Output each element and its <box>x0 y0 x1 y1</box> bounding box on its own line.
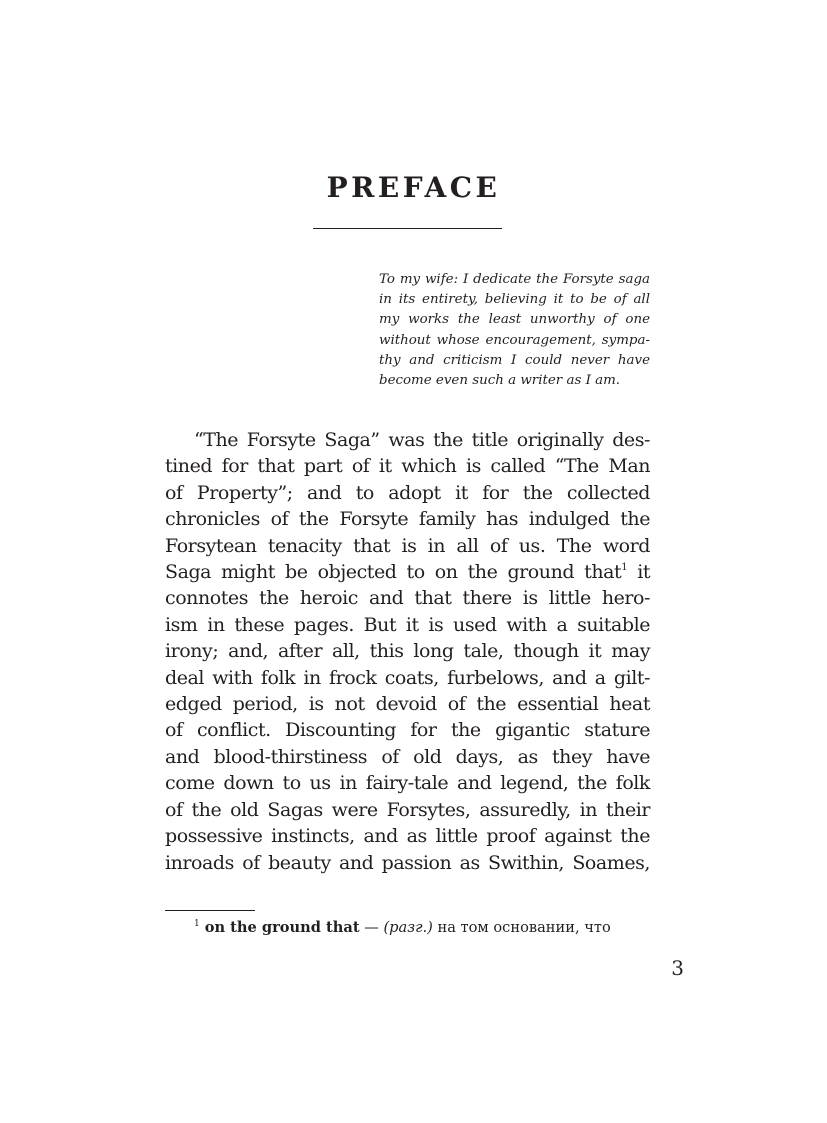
body-line: inroads of beauty and passion as Swithin, Soames, <box>165 851 650 874</box>
footnote-divider <box>165 910 255 911</box>
body-line: Forsytean tenacity that is in all of us. The word <box>165 534 650 557</box>
footnote-dash: — <box>364 919 379 936</box>
body-line: tined for that part of it which is called “The Man <box>165 455 650 478</box>
body-paragraph <box>165 427 650 876</box>
body-line: ism in these pages. But it is used with a suitable <box>165 613 650 636</box>
body-line: come down to us in fairy-tale and legend, the folk <box>165 772 650 795</box>
footnote-register-note: (разг.) <box>383 919 433 936</box>
dedication <box>379 270 650 391</box>
body-line: deal with folk in frock coats, furbelows, and a gilt- <box>165 666 650 689</box>
footnote-marker: 1 <box>194 919 200 929</box>
dedication-line: To my wife: I dedicate the Forsyte saga <box>379 272 650 287</box>
body-line-text: Saga might be objected to on the ground that <box>165 561 622 584</box>
dedication-line: thy and criticism I could never have <box>379 352 650 368</box>
dedication-line: without whose encouragement, sympa- <box>379 332 650 348</box>
body-line: of the old Sagas were Forsytes, assuredly, in their <box>165 798 650 821</box>
body-line: connotes the heroic and that there is little hero- <box>165 587 650 610</box>
title-divider <box>313 228 502 229</box>
body-line: “The Forsyte Saga” was the title originally des- <box>194 429 650 451</box>
body-line: and blood-thirstiness of old days, as they have <box>165 745 650 768</box>
page-number: 3 <box>671 956 684 980</box>
dedication-line: my works the least unworthy of one <box>379 312 650 328</box>
body-line: of Property”; and to adopt it for the collected <box>165 481 650 504</box>
body-line-with-footnote <box>165 559 650 585</box>
body-line: chronicles of the Forsyte family has indulged the <box>165 508 650 531</box>
dedication-line: in its entirety, believing it to be of all <box>379 292 650 308</box>
body-line: possessive instincts, and as little proof against the <box>165 825 650 848</box>
footnote-reference[interactable]: 1 <box>621 562 628 574</box>
dedication-line: become even such a writer as I am. <box>379 373 621 389</box>
body-line-tail: it <box>637 561 651 584</box>
body-line: irony; and, after all, this long tale, though it may <box>165 640 650 663</box>
page-title: PREFACE <box>326 171 501 204</box>
body-line: edged period, is not devoid of the essential heat <box>165 693 650 716</box>
footnote <box>194 918 654 938</box>
footnote-translation: на том основании, что <box>437 919 611 936</box>
body-line: of conflict. Discounting for the gigantic stature <box>165 719 650 742</box>
footnote-term: on the ground that <box>204 919 360 936</box>
